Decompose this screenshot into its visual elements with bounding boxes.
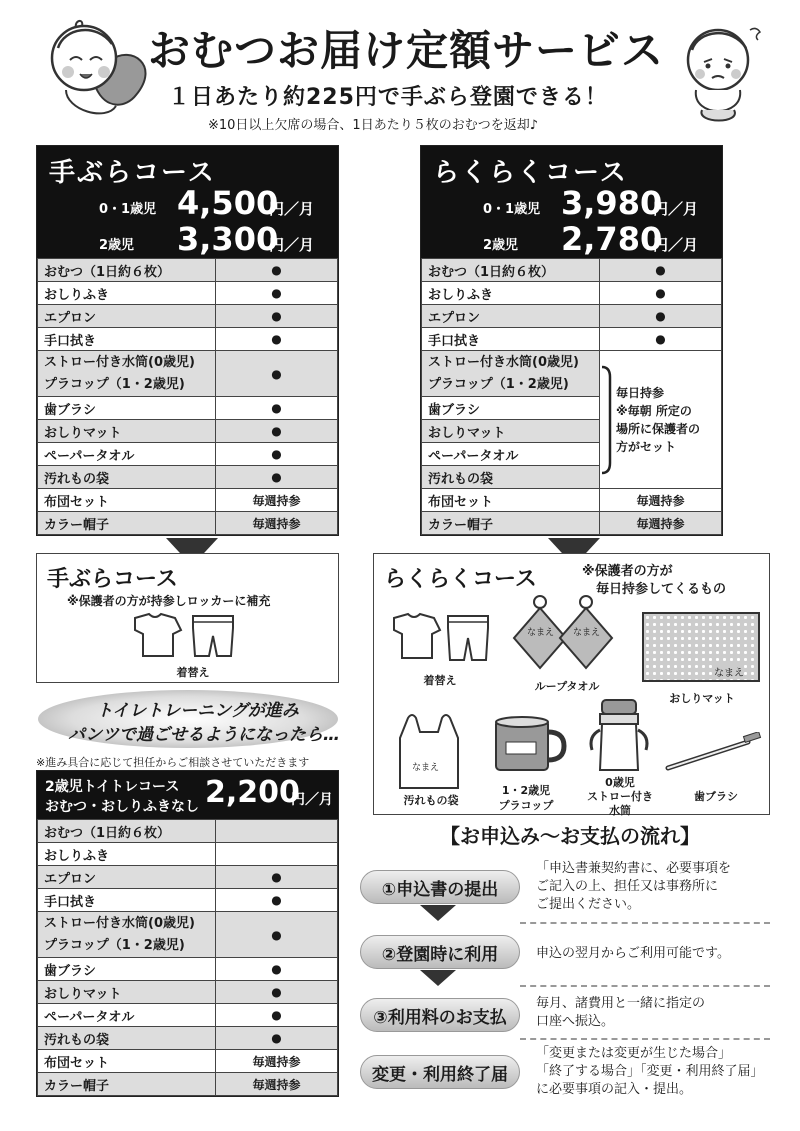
baby-left-illustration bbox=[36, 10, 166, 140]
rakuraku-items-wrap bbox=[421, 258, 722, 535]
item-value: ● bbox=[216, 866, 338, 889]
training-course-line2: おむつ・おしりふきなし bbox=[45, 799, 199, 815]
desc-line: 申込の翌月からご利用可能です。 bbox=[536, 946, 730, 961]
item-value: ● bbox=[216, 912, 338, 958]
tebura-price-row-infant bbox=[37, 184, 338, 224]
price-amount: 3,300 bbox=[177, 220, 279, 258]
flow-step-apply: ①申込書の提出 bbox=[360, 870, 520, 904]
name-tag: なまえ bbox=[573, 628, 601, 638]
table-row bbox=[38, 328, 338, 351]
table-row bbox=[38, 305, 338, 328]
dirty-bag-caption: 汚れもの袋 bbox=[403, 794, 459, 807]
table-row bbox=[38, 259, 338, 282]
table-row bbox=[38, 889, 338, 912]
item-value: ● bbox=[216, 351, 338, 397]
flow-step-apply-desc bbox=[536, 860, 776, 914]
tebura-course-table bbox=[36, 145, 339, 536]
desc-line: 毎月、諸費用と一緒に指定の bbox=[536, 996, 706, 1011]
item-name: ペーパータオル bbox=[422, 443, 600, 466]
item-name: おむつ（1日約６枚） bbox=[38, 820, 216, 843]
rakuraku-panel-title: らくらくコース bbox=[384, 567, 537, 592]
tebura-panel-title: 手ぶらコース bbox=[47, 567, 178, 592]
table-row bbox=[38, 843, 338, 866]
item-name: 汚れもの袋 bbox=[422, 466, 600, 489]
item-value: ● bbox=[216, 259, 338, 282]
name-tag: なまえ bbox=[714, 664, 744, 679]
item-value: ● bbox=[216, 397, 338, 420]
table-row bbox=[38, 351, 338, 397]
item-value: ● bbox=[216, 282, 338, 305]
rakuraku-panel bbox=[373, 553, 770, 815]
toilet-training-banner bbox=[38, 690, 338, 748]
item-value: ● bbox=[216, 328, 338, 351]
table-row bbox=[422, 489, 722, 512]
training-course-header bbox=[37, 771, 338, 819]
price-age: 0・1歳児 bbox=[483, 202, 541, 217]
item-name: おむつ（1日約６枚） bbox=[422, 259, 600, 282]
daily-note-line2: ※毎朝 所定の bbox=[616, 403, 692, 418]
rakuraku-items-table bbox=[421, 258, 722, 535]
page-subtitle: １日あたり約225円で手ぶら登園できる！ bbox=[168, 85, 608, 110]
tebura-course-name: 手ぶらコース bbox=[49, 158, 216, 188]
price-age: 2歳児 bbox=[99, 238, 135, 253]
desc-line: 「終了する場合」「変更・利用終了届」 bbox=[536, 1064, 764, 1079]
item-name: 手口拭き bbox=[38, 328, 216, 351]
price-amount: 3,980 bbox=[561, 184, 663, 222]
item-value: 毎週持参 bbox=[216, 1050, 338, 1073]
rakuraku-price-row-age2 bbox=[421, 220, 722, 260]
name-tag: なまえ bbox=[412, 763, 440, 773]
item-name-line1: ストロー付き水筒(0歳児) bbox=[428, 354, 579, 370]
flow-step-use: ②登園時に利用 bbox=[360, 935, 520, 969]
price-unit: 円／月 bbox=[653, 236, 699, 254]
rakuraku-panel-note1: ※保護者の方が bbox=[582, 564, 673, 579]
table-row bbox=[422, 351, 722, 397]
table-row bbox=[38, 1050, 338, 1073]
item-name: 歯ブラシ bbox=[38, 958, 216, 981]
item-name: おしりふき bbox=[38, 282, 216, 305]
table-row bbox=[422, 305, 722, 328]
item-name: 歯ブラシ bbox=[38, 397, 216, 420]
table-row bbox=[38, 282, 338, 305]
item-value: 毎週持参 bbox=[600, 489, 722, 512]
bottle-caption-line2: ストロー付き bbox=[587, 790, 653, 803]
table-row bbox=[422, 282, 722, 305]
item-value bbox=[216, 843, 338, 866]
item-name: おしりふき bbox=[38, 843, 216, 866]
item-value: ● bbox=[600, 305, 722, 328]
price-unit: 円／月 bbox=[269, 200, 315, 218]
item-name: 手口拭き bbox=[38, 889, 216, 912]
item-name: 汚れもの袋 bbox=[38, 1027, 216, 1050]
item-name: おしりマット bbox=[38, 420, 216, 443]
table-row bbox=[38, 512, 338, 535]
training-unit: 円／月 bbox=[291, 792, 333, 808]
banner-line2: パンツで過ごせるようになったら… bbox=[68, 725, 340, 745]
training-items-table bbox=[37, 819, 338, 1096]
tebura-items-table bbox=[37, 258, 338, 535]
table-row bbox=[422, 512, 722, 535]
item-name-line2: プラコップ（1・2歳児) bbox=[44, 376, 185, 392]
item-value: ● bbox=[216, 420, 338, 443]
item-value: 毎週持参 bbox=[600, 512, 722, 535]
flow-step-change: 変更・利用終了届 bbox=[360, 1055, 520, 1089]
item-name-line2: プラコップ（1・2歳児) bbox=[428, 376, 569, 392]
item-name-line1: ストロー付き水筒(0歳児) bbox=[44, 354, 195, 370]
table-row bbox=[38, 1073, 338, 1096]
item-value: ● bbox=[216, 1027, 338, 1050]
banner-line1: トイレトレーニングが進み bbox=[96, 701, 299, 721]
item-name: 布団セット bbox=[38, 1050, 216, 1073]
item-name: カラー帽子 bbox=[38, 1073, 216, 1096]
item-value: ● bbox=[216, 981, 338, 1004]
price-unit: 円／月 bbox=[653, 200, 699, 218]
daily-note-line4: 方がセット bbox=[616, 439, 677, 454]
name-tag: なまえ bbox=[527, 628, 555, 638]
table-row bbox=[38, 820, 338, 843]
item-value: 毎週持参 bbox=[216, 1073, 338, 1096]
clothes-caption: 着替え bbox=[176, 666, 210, 679]
daily-note-line1: 毎日持参 bbox=[616, 385, 665, 400]
price-amount: 4,500 bbox=[177, 184, 279, 222]
item-name-line2: プラコップ（1・2歳児) bbox=[44, 937, 185, 953]
straw-bottle-icon bbox=[584, 696, 654, 774]
divider bbox=[520, 922, 770, 924]
item-name-line1: ストロー付き水筒(0歳児) bbox=[44, 915, 195, 931]
price-amount: 2,780 bbox=[561, 220, 663, 258]
item-name: 布団セット bbox=[422, 489, 600, 512]
item-value: 毎週持参 bbox=[216, 489, 338, 512]
table-row bbox=[38, 912, 338, 958]
training-amount: 2,200 bbox=[205, 775, 300, 810]
down-arrow-icon bbox=[420, 905, 456, 921]
item-name: エプロン bbox=[422, 305, 600, 328]
tebura-course-header bbox=[37, 146, 338, 258]
item-name: カラー帽子 bbox=[422, 512, 600, 535]
desc-line: 口座へ振込。 bbox=[536, 1014, 615, 1029]
item-value: ● bbox=[216, 466, 338, 489]
item-value bbox=[216, 820, 338, 843]
tebura-panel-note: ※保護者の方が持参しロッカーに補充 bbox=[67, 594, 271, 608]
table-row bbox=[38, 866, 338, 889]
item-name: エプロン bbox=[38, 866, 216, 889]
absence-note: ※10日以上欠席の場合、1日あたり５枚のおむつを返却♪ bbox=[208, 118, 539, 133]
dirty-clothes-bag-icon bbox=[394, 710, 464, 790]
flow-step-use-desc bbox=[536, 945, 776, 963]
item-name: エプロン bbox=[38, 305, 216, 328]
loop-towel-caption: ループタオル bbox=[534, 680, 600, 693]
table-row bbox=[38, 443, 338, 466]
bottle-caption-line1: 0歳児 bbox=[605, 776, 635, 789]
item-name bbox=[422, 351, 600, 397]
tebura-price-row-age2 bbox=[37, 220, 338, 260]
item-value: ● bbox=[216, 958, 338, 981]
item-value: ● bbox=[216, 443, 338, 466]
daily-note-line3: 場所に保護者の bbox=[616, 421, 701, 436]
item-name bbox=[38, 351, 216, 397]
clothes-icon bbox=[386, 612, 498, 666]
item-name: おむつ（1日約６枚） bbox=[38, 259, 216, 282]
rakuraku-course-table bbox=[420, 145, 723, 536]
cup-caption-line2: プラコップ bbox=[498, 799, 554, 812]
bottom-mat-caption: おしりマット bbox=[669, 692, 735, 705]
table-row bbox=[422, 328, 722, 351]
item-value: ● bbox=[600, 259, 722, 282]
item-name: 汚れもの袋 bbox=[38, 466, 216, 489]
tebura-panel bbox=[36, 553, 339, 683]
cup-caption-line1: 1・2歳児 bbox=[501, 784, 551, 797]
table-row bbox=[422, 259, 722, 282]
clothes-icon bbox=[127, 612, 247, 662]
table-row bbox=[38, 958, 338, 981]
desc-line: に必要事項の記入・提出。 bbox=[536, 1082, 693, 1097]
page-title: おむつお届け定額サービス bbox=[148, 26, 665, 75]
item-value: ● bbox=[216, 305, 338, 328]
item-name: おしりマット bbox=[422, 420, 600, 443]
table-row bbox=[38, 397, 338, 420]
flow-step-payment-desc bbox=[536, 995, 776, 1031]
divider bbox=[520, 985, 770, 987]
desc-line: 「申込書兼契約書に、必要事項を bbox=[536, 861, 732, 876]
price-unit: 円／月 bbox=[269, 236, 315, 254]
item-value: ● bbox=[216, 1004, 338, 1027]
rakuraku-panel-note2: 毎日持参してくるもの bbox=[596, 582, 727, 597]
toothbrush-caption: 歯ブラシ bbox=[694, 790, 738, 803]
divider bbox=[520, 1038, 770, 1040]
item-value: ● bbox=[600, 328, 722, 351]
table-row bbox=[38, 466, 338, 489]
price-age: 2歳児 bbox=[483, 238, 519, 253]
training-course-table bbox=[36, 770, 339, 1097]
flow-title: 【お申込み〜お支払の流れ】 bbox=[440, 824, 700, 848]
flow-step-change-desc bbox=[536, 1045, 776, 1099]
desc-line: ご提出ください。 bbox=[536, 897, 641, 912]
plastic-cup-icon bbox=[492, 714, 568, 774]
item-name: おしりふき bbox=[422, 282, 600, 305]
item-name: おしりマット bbox=[38, 981, 216, 1004]
bottle-caption-line3: 水筒 bbox=[609, 804, 631, 817]
bracket-icon bbox=[600, 365, 612, 475]
rakuraku-course-name: らくらくコース bbox=[433, 158, 628, 188]
table-row bbox=[38, 420, 338, 443]
item-name: ペーパータオル bbox=[38, 1004, 216, 1027]
table-row bbox=[38, 1004, 338, 1027]
item-name: 手口拭き bbox=[422, 328, 600, 351]
item-name: 布団セット bbox=[38, 489, 216, 512]
baby-right-illustration bbox=[672, 18, 772, 133]
rakuraku-course-header bbox=[421, 146, 722, 258]
item-name bbox=[38, 912, 216, 958]
table-row bbox=[38, 981, 338, 1004]
item-value: ● bbox=[216, 889, 338, 912]
toothbrush-icon bbox=[664, 732, 764, 772]
flow-step-payment: ③利用料のお支払 bbox=[360, 998, 520, 1032]
desc-line: ご記入の上、担任又は事務所に bbox=[536, 879, 719, 894]
training-note: ※進み具合に応じて担任からご相談させていただきます bbox=[36, 756, 310, 769]
clothes-caption: 着替え bbox=[423, 674, 457, 687]
item-name: 歯ブラシ bbox=[422, 397, 600, 420]
table-row bbox=[38, 1027, 338, 1050]
rakuraku-price-row-infant bbox=[421, 184, 722, 224]
item-value: ● bbox=[600, 282, 722, 305]
table-row bbox=[38, 489, 338, 512]
down-arrow-icon bbox=[420, 970, 456, 986]
item-name: ペーパータオル bbox=[38, 443, 216, 466]
price-age: 0・1歳児 bbox=[99, 202, 157, 217]
desc-line: 「変更または変更が生じた場合」 bbox=[536, 1046, 732, 1061]
training-course-line1: 2歳児トイトレコース bbox=[45, 779, 180, 795]
item-name: カラー帽子 bbox=[38, 512, 216, 535]
daily-merged-cell bbox=[600, 351, 722, 489]
item-value: 毎週持参 bbox=[216, 512, 338, 535]
